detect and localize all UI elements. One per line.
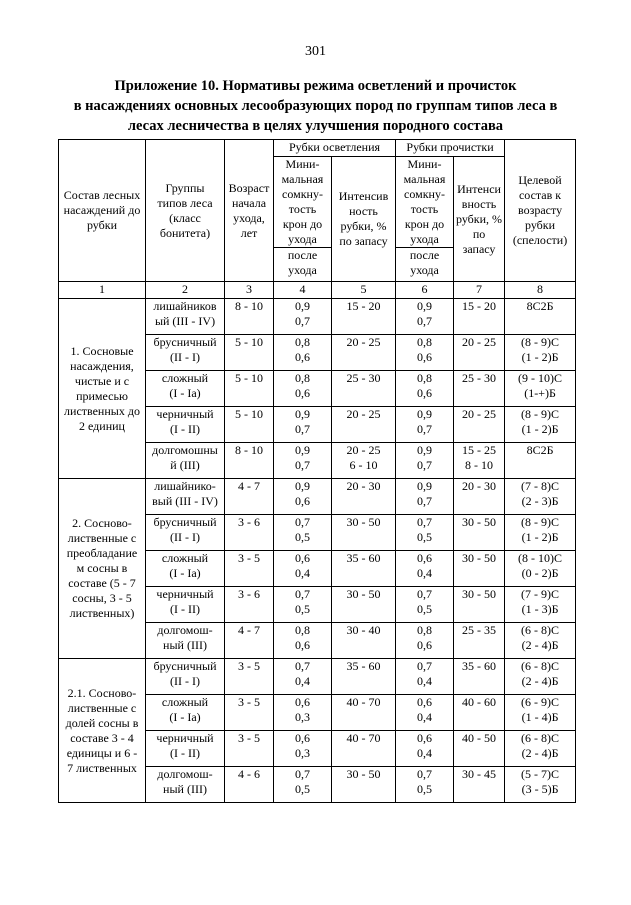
- value-after: 0,7: [417, 458, 433, 472]
- forest-type-cell: долгомош- ный (III): [146, 767, 225, 803]
- intensity-clearing-cell: [332, 335, 396, 371]
- composition-cell: 2. Сосново- лиственные с преобладание м сосны в составе (5 - 7 сосны, 3 - 5 лиственных): [59, 479, 146, 659]
- value-before: 20 - 30: [462, 479, 497, 493]
- forest-type-cell: черничный (I - II): [146, 731, 225, 767]
- value-after: 6 - 10: [349, 458, 378, 472]
- intensity-thinning-cell: [454, 407, 505, 443]
- norms-table: [58, 139, 576, 803]
- density-thinning-cell: [396, 371, 454, 407]
- value-after: 0,5: [417, 602, 433, 616]
- value-after: [455, 638, 503, 653]
- value-before: 0,7: [295, 587, 310, 601]
- value-before: (8 - 10)С: [518, 551, 563, 565]
- value-before: 40 - 70: [346, 695, 381, 709]
- value-after: [333, 638, 394, 653]
- value-after: (1-+)Б: [524, 386, 556, 400]
- intensity-clearing-cell: [332, 299, 396, 335]
- value-after: [455, 566, 503, 581]
- value-before: 40 - 70: [346, 731, 381, 745]
- target-composition-cell: [505, 551, 576, 587]
- header-after-clearing: после ухода: [274, 248, 332, 282]
- value-after: 0,6: [417, 638, 433, 652]
- target-composition-cell: [505, 587, 576, 623]
- forest-type-cell: сложный (I - Ia): [146, 371, 225, 407]
- density-clearing-cell: [274, 479, 332, 515]
- value-after: 0,4: [417, 674, 433, 688]
- density-thinning-cell: [396, 695, 454, 731]
- target-composition-cell: [505, 407, 576, 443]
- value-after: [333, 530, 394, 545]
- header-start-age: Возраст начала ухода, лет: [225, 140, 274, 282]
- value-after: [506, 314, 574, 329]
- column-number-row: [59, 282, 576, 299]
- intensity-clearing-cell: [332, 731, 396, 767]
- column-number: 4: [274, 282, 332, 299]
- forest-type-cell: черничный (I - II): [146, 587, 225, 623]
- value-before: (7 - 8)С: [521, 479, 560, 493]
- column-number: 7: [454, 282, 505, 299]
- value-after: 0,7: [417, 314, 433, 328]
- value-after: (1 - 3)Б: [521, 602, 559, 616]
- start-age-cell: 4 - 6: [225, 767, 274, 803]
- value-before: 35 - 60: [346, 659, 381, 673]
- value-before: 0,9: [417, 299, 433, 313]
- value-before: 0,8: [417, 335, 433, 349]
- table-row: [59, 299, 576, 335]
- forest-type-cell: сложный (I - Ia): [146, 695, 225, 731]
- value-before: 25 - 35: [462, 623, 497, 637]
- density-thinning-cell: [396, 587, 454, 623]
- value-after: 0,6: [295, 494, 310, 508]
- value-after: 0,6: [417, 386, 433, 400]
- column-number: 2: [146, 282, 225, 299]
- header-after-thinning: после ухода: [396, 248, 454, 282]
- target-composition-cell: [505, 479, 576, 515]
- density-thinning-cell: [396, 731, 454, 767]
- start-age-cell: 3 - 5: [225, 731, 274, 767]
- value-before: 15 - 20: [462, 299, 497, 313]
- header-min-density-clearing: Мини- мальная сомкну- тость крон до ухода: [274, 157, 332, 248]
- value-before: 40 - 50: [462, 731, 497, 745]
- value-before: 0,9: [417, 479, 433, 493]
- value-after: [455, 674, 503, 689]
- target-composition-cell: [505, 299, 576, 335]
- intensity-clearing-cell: [332, 587, 396, 623]
- header-forest-type: Группы типов леса (класс бонитета): [146, 140, 225, 282]
- value-after: [455, 386, 503, 401]
- intensity-thinning-cell: [454, 587, 505, 623]
- value-after: [455, 746, 503, 761]
- value-after: 0,6: [417, 350, 433, 364]
- value-before: 0,6: [295, 695, 310, 709]
- value-before: 0,9: [295, 407, 310, 421]
- value-after: (2 - 4)Б: [521, 674, 559, 688]
- value-after: [333, 710, 394, 725]
- header-intensity-clearing: Интенсив ность рубки, % по запасу: [332, 157, 396, 282]
- density-thinning-cell: [396, 479, 454, 515]
- value-after: (0 - 2)Б: [521, 566, 559, 580]
- composition-cell: 2.1. Сосново- лиственные с долей сосны в составе 3 - 4 единицы и 6 - 7 лиственных: [59, 659, 146, 803]
- forest-type-cell: лишайнико- вый (III - IV): [146, 479, 225, 515]
- start-age-cell: 3 - 5: [225, 695, 274, 731]
- value-after: [333, 386, 394, 401]
- value-before: 25 - 30: [346, 371, 381, 385]
- forest-type-cell: брусничный (II - I): [146, 659, 225, 695]
- value-after: 0,7: [295, 314, 310, 328]
- intensity-clearing-cell: [332, 551, 396, 587]
- value-before: 20 - 30: [346, 479, 381, 493]
- value-before: 30 - 50: [346, 515, 381, 529]
- value-after: 0,7: [417, 422, 433, 436]
- header-clearing-cuts: Рубки осветления: [274, 140, 396, 157]
- value-before: 20 - 25: [462, 335, 497, 349]
- value-before: (6 - 8)С: [521, 623, 560, 637]
- start-age-cell: 4 - 7: [225, 479, 274, 515]
- target-composition-cell: [505, 767, 576, 803]
- value-before: 8С2Б: [526, 299, 554, 313]
- density-thinning-cell: [396, 551, 454, 587]
- value-before: 0,9: [295, 479, 310, 493]
- header-target-composition: Целевой состав к возрасту рубки (спелости): [505, 140, 576, 282]
- density-thinning-cell: [396, 767, 454, 803]
- value-after: [333, 674, 394, 689]
- value-before: 0,8: [295, 623, 310, 637]
- forest-type-cell: черничный (I - II): [146, 407, 225, 443]
- composition-cell: 1. Сосновые насаждения, чистые и с примесью лиственных до 2 единиц: [59, 299, 146, 479]
- intensity-clearing-cell: [332, 371, 396, 407]
- value-before: 0,7: [295, 515, 310, 529]
- intensity-thinning-cell: [454, 767, 505, 803]
- start-age-cell: 3 - 6: [225, 515, 274, 551]
- value-after: 0,5: [295, 602, 310, 616]
- value-after: (2 - 3)Б: [521, 494, 559, 508]
- value-after: 0,6: [295, 638, 310, 652]
- intensity-clearing-cell: [332, 623, 396, 659]
- column-number: 5: [332, 282, 396, 299]
- density-thinning-cell: [396, 515, 454, 551]
- value-before: (7 - 9)С: [521, 587, 560, 601]
- density-thinning-cell: [396, 443, 454, 479]
- density-clearing-cell: [274, 407, 332, 443]
- value-before: 35 - 60: [346, 551, 381, 565]
- value-after: [333, 566, 394, 581]
- value-before: 0,8: [295, 335, 310, 349]
- value-before: (8 - 9)С: [521, 515, 560, 529]
- value-after: [333, 314, 394, 329]
- target-composition-cell: [505, 731, 576, 767]
- table-row: [59, 659, 576, 695]
- density-clearing-cell: [274, 371, 332, 407]
- intensity-thinning-cell: [454, 335, 505, 371]
- value-before: 0,7: [417, 767, 433, 781]
- header-intensity-thinning: Интенси вность рубки, % по запасу: [454, 157, 505, 282]
- value-after: 0,7: [295, 458, 310, 472]
- value-before: 0,7: [295, 767, 310, 781]
- column-number: 8: [505, 282, 576, 299]
- value-after: 0,5: [417, 782, 433, 796]
- value-after: [455, 530, 503, 545]
- density-clearing-cell: [274, 623, 332, 659]
- density-clearing-cell: [274, 731, 332, 767]
- intensity-thinning-cell: [454, 515, 505, 551]
- intensity-clearing-cell: [332, 695, 396, 731]
- intensity-thinning-cell: [454, 623, 505, 659]
- start-age-cell: 4 - 7: [225, 623, 274, 659]
- header-composition: Состав лесных насаждений до рубки: [59, 140, 146, 282]
- value-before: 0,6: [417, 731, 433, 745]
- density-thinning-cell: [396, 335, 454, 371]
- target-composition-cell: [505, 659, 576, 695]
- start-age-cell: 5 - 10: [225, 407, 274, 443]
- value-after: (2 - 4)Б: [521, 746, 559, 760]
- start-age-cell: 5 - 10: [225, 371, 274, 407]
- density-clearing-cell: [274, 335, 332, 371]
- column-number: 3: [225, 282, 274, 299]
- value-after: [455, 782, 503, 797]
- target-composition-cell: [505, 515, 576, 551]
- value-before: 15 - 25: [462, 443, 497, 457]
- appendix-title: [40, 76, 591, 136]
- density-clearing-cell: [274, 551, 332, 587]
- value-after: 0,5: [417, 530, 433, 544]
- forest-type-cell: лишайников ый (III - IV): [146, 299, 225, 335]
- value-before: (8 - 9)С: [521, 335, 560, 349]
- value-before: 30 - 45: [462, 767, 497, 781]
- page-number: 301: [305, 44, 326, 59]
- intensity-thinning-cell: [454, 371, 505, 407]
- density-thinning-cell: [396, 407, 454, 443]
- value-after: 0,7: [295, 422, 310, 436]
- density-clearing-cell: [274, 659, 332, 695]
- value-after: 0,3: [295, 746, 310, 760]
- intensity-thinning-cell: [454, 551, 505, 587]
- intensity-thinning-cell: [454, 479, 505, 515]
- value-before: 0,8: [417, 623, 433, 637]
- density-thinning-cell: [396, 659, 454, 695]
- value-after: (1 - 2)Б: [521, 350, 559, 364]
- value-before: 0,7: [417, 515, 433, 529]
- value-before: 0,8: [417, 371, 433, 385]
- forest-type-cell: долгомош- ный (III): [146, 623, 225, 659]
- value-after: [455, 710, 503, 725]
- start-age-cell: 8 - 10: [225, 443, 274, 479]
- value-after: (2 - 4)Б: [521, 638, 559, 652]
- value-before: 40 - 60: [462, 695, 497, 709]
- value-after: [333, 782, 394, 797]
- value-before: 0,7: [417, 587, 433, 601]
- value-before: 0,9: [417, 407, 433, 421]
- start-age-cell: 3 - 6: [225, 587, 274, 623]
- intensity-clearing-cell: [332, 659, 396, 695]
- value-before: 0,9: [417, 443, 433, 457]
- density-clearing-cell: [274, 299, 332, 335]
- title-line: лесах лесничества в целях улучшения породного состава: [127, 118, 504, 134]
- value-before: 0,6: [417, 551, 433, 565]
- value-after: 0,4: [417, 566, 433, 580]
- start-age-cell: 3 - 5: [225, 551, 274, 587]
- value-before: 0,9: [295, 299, 310, 313]
- value-before: 20 - 25: [346, 443, 381, 457]
- value-before: 0,6: [295, 731, 310, 745]
- value-before: 30 - 50: [462, 551, 497, 565]
- value-after: [333, 746, 394, 761]
- value-after: [333, 602, 394, 617]
- value-before: 30 - 40: [346, 623, 381, 637]
- value-after: 0,4: [417, 746, 433, 760]
- value-before: 20 - 25: [346, 407, 381, 421]
- value-after: [455, 314, 503, 329]
- value-after: (1 - 4)Б: [521, 710, 559, 724]
- value-before: (8 - 9)С: [521, 407, 560, 421]
- value-after: [455, 422, 503, 437]
- target-composition-cell: [505, 335, 576, 371]
- value-after: 0,5: [295, 530, 310, 544]
- value-before: 20 - 25: [346, 335, 381, 349]
- value-after: 0,3: [295, 710, 310, 724]
- value-after: 0,6: [295, 350, 310, 364]
- value-after: [333, 350, 394, 365]
- intensity-clearing-cell: [332, 479, 396, 515]
- intensity-thinning-cell: [454, 659, 505, 695]
- value-before: 0,7: [417, 659, 433, 673]
- start-age-cell: 3 - 5: [225, 659, 274, 695]
- value-before: (6 - 8)С: [521, 731, 560, 745]
- value-before: 0,7: [295, 659, 310, 673]
- value-before: 0,6: [417, 695, 433, 709]
- value-after: [506, 458, 574, 473]
- value-before: (5 - 7)С: [521, 767, 560, 781]
- forest-type-cell: долгомошны й (III): [146, 443, 225, 479]
- intensity-clearing-cell: [332, 443, 396, 479]
- intensity-clearing-cell: [332, 515, 396, 551]
- value-after: 8 - 10: [465, 458, 494, 472]
- density-clearing-cell: [274, 695, 332, 731]
- intensity-clearing-cell: [332, 767, 396, 803]
- value-before: 0,6: [295, 551, 310, 565]
- value-before: 25 - 30: [462, 371, 497, 385]
- value-after: 0,4: [295, 566, 310, 580]
- value-after: 0,7: [417, 494, 433, 508]
- value-before: 35 - 60: [462, 659, 497, 673]
- value-before: 30 - 50: [462, 515, 497, 529]
- intensity-thinning-cell: [454, 299, 505, 335]
- value-after: (3 - 5)Б: [521, 782, 559, 796]
- title-line: Приложение 10. Нормативы режима осветлений и прочисток: [114, 78, 517, 94]
- value-after: [455, 602, 503, 617]
- value-before: 30 - 50: [462, 587, 497, 601]
- column-number: 6: [396, 282, 454, 299]
- value-after: [333, 494, 394, 509]
- intensity-clearing-cell: [332, 407, 396, 443]
- intensity-thinning-cell: [454, 695, 505, 731]
- value-after: [333, 422, 394, 437]
- title-line: в насаждениях основных лесообразующих пород по группам типов леса в: [73, 98, 558, 114]
- density-thinning-cell: [396, 623, 454, 659]
- start-age-cell: 8 - 10: [225, 299, 274, 335]
- header-thinning-cuts: Рубки прочистки: [396, 140, 505, 157]
- value-after: 0,4: [295, 674, 310, 688]
- target-composition-cell: [505, 443, 576, 479]
- value-after: (1 - 2)Б: [521, 530, 559, 544]
- value-after: 0,4: [417, 710, 433, 724]
- value-before: 0,8: [295, 371, 310, 385]
- value-before: (9 - 10)С: [518, 371, 563, 385]
- value-after: 0,5: [295, 782, 310, 796]
- value-after: [455, 350, 503, 365]
- value-after: 0,6: [295, 386, 310, 400]
- intensity-thinning-cell: [454, 731, 505, 767]
- value-before: (6 - 8)С: [521, 659, 560, 673]
- value-before: 30 - 50: [346, 767, 381, 781]
- start-age-cell: 5 - 10: [225, 335, 274, 371]
- forest-type-cell: брусничный (II - I): [146, 515, 225, 551]
- density-thinning-cell: [396, 299, 454, 335]
- forest-type-cell: сложный (I - Ia): [146, 551, 225, 587]
- column-number: 1: [59, 282, 146, 299]
- density-clearing-cell: [274, 587, 332, 623]
- value-before: 20 - 25: [462, 407, 497, 421]
- value-before: 8С2Б: [526, 443, 554, 457]
- value-after: (1 - 2)Б: [521, 422, 559, 436]
- header-min-density-thinning: Мини- мальная сомкну- тость крон до ухода: [396, 157, 454, 248]
- target-composition-cell: [505, 371, 576, 407]
- density-clearing-cell: [274, 515, 332, 551]
- value-after: [455, 494, 503, 509]
- intensity-thinning-cell: [454, 443, 505, 479]
- density-clearing-cell: [274, 767, 332, 803]
- table-row: [59, 479, 576, 515]
- density-clearing-cell: [274, 443, 332, 479]
- target-composition-cell: [505, 623, 576, 659]
- value-before: (6 - 9)С: [521, 695, 560, 709]
- target-composition-cell: [505, 695, 576, 731]
- forest-type-cell: брусничный (II - I): [146, 335, 225, 371]
- value-before: 0,9: [295, 443, 310, 457]
- value-before: 30 - 50: [346, 587, 381, 601]
- value-before: 15 - 20: [346, 299, 381, 313]
